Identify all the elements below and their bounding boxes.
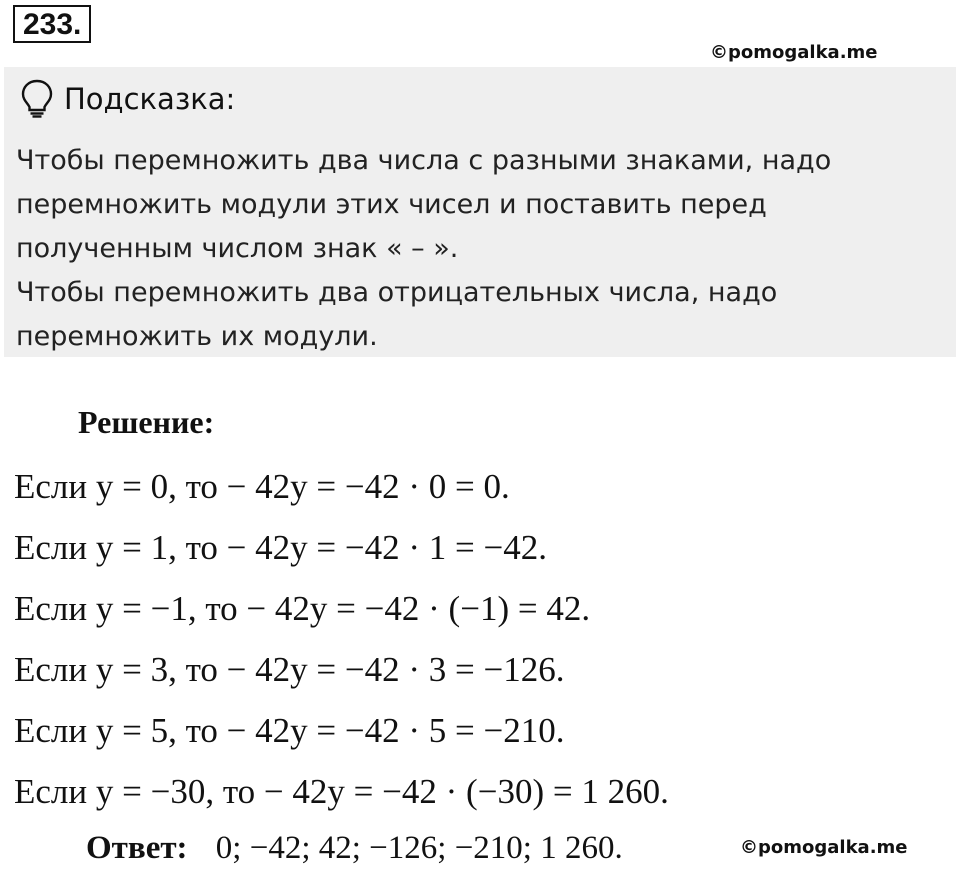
solution-line: Если y = −1, то − 42y = −42 · (−1) = 42. [14, 589, 591, 628]
solution-line: Если y = 1, то − 42y = −42 · 1 = −42. [14, 528, 548, 567]
hint-paragraph: Чтобы перемножить два отрицательных числа, надо перемножить их модули. [16, 277, 778, 352]
solution-line: Если y = −30, то − 42y = −42 · (−30) = 1 260. [14, 772, 669, 811]
solution-lines [14, 462, 669, 828]
watermark-top: ©pomogalka.me [710, 42, 878, 63]
hint-title: Подсказка: [64, 82, 236, 116]
lightbulb-icon [20, 79, 54, 119]
solution-line: Если y = 5, то − 42y = −42 · 5 = −210. [14, 711, 565, 750]
hint-header [20, 79, 235, 119]
watermark-bottom: ©pomogalka.me [740, 837, 908, 858]
answer-value: 0; −42; 42; −126; −210; 1 260. [215, 830, 623, 866]
solution-line: Если y = 0, то − 42y = −42 · 0 = 0. [14, 467, 510, 506]
hint-text [16, 139, 946, 359]
solution-heading: Решение: [78, 404, 215, 440]
answer-label: Ответ: [86, 830, 188, 866]
answer [86, 830, 623, 867]
problem-number: 233. [13, 5, 91, 43]
solution-line: Если y = 3, то − 42y = −42 · 3 = −126. [14, 650, 565, 689]
hint-paragraph: Чтобы перемножить два числа с разными знаками, надо перемножить модули этих чисел и поставить перед полученным числом знак « – ». [16, 145, 832, 264]
hint-box [4, 67, 956, 357]
